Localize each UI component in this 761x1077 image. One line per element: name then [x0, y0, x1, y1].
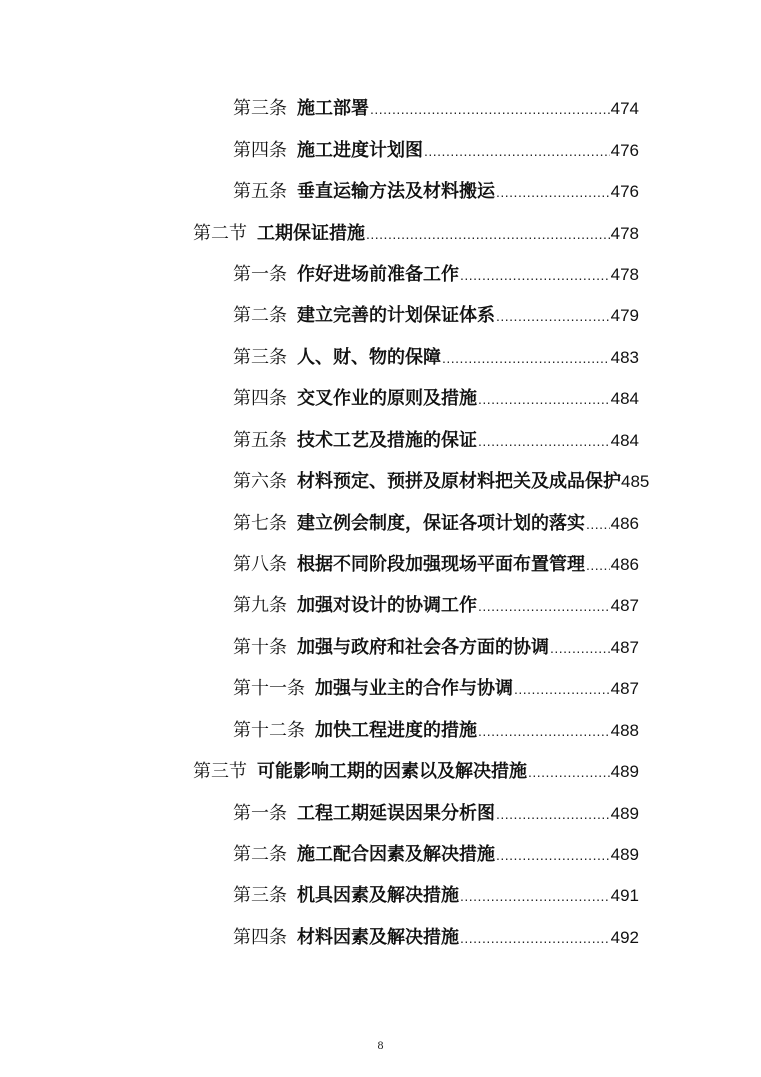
- toc-entry-number: 第一条: [233, 264, 287, 285]
- toc-entry-title: 加快工程进度的措施: [315, 720, 477, 741]
- toc-entry-page: 483: [610, 348, 639, 367]
- toc-entry-number: 第五条: [233, 430, 287, 451]
- toc-entry[interactable]: [233, 882, 639, 910]
- toc-entry-title: 机具因素及解决措施: [297, 885, 459, 906]
- toc-entry[interactable]: [233, 302, 639, 330]
- toc-section-entry[interactable]: [193, 758, 639, 786]
- dot-leader: [514, 675, 610, 703]
- dot-leader: [370, 95, 610, 123]
- toc-entry[interactable]: [233, 675, 639, 703]
- dot-leader: [496, 800, 610, 828]
- toc-entry[interactable]: [233, 95, 639, 123]
- toc-entry-number: 第三条: [233, 885, 287, 906]
- toc-entry[interactable]: [233, 924, 639, 952]
- page-number: 8: [377, 1038, 384, 1052]
- toc-entry-title: 垂直运输方法及材料搬运: [297, 181, 495, 202]
- toc-entry[interactable]: [233, 261, 639, 289]
- toc-entry[interactable]: [233, 427, 639, 455]
- dot-leader: [478, 592, 610, 620]
- toc-entry-number: 第三节: [193, 761, 247, 782]
- dot-leader: [478, 385, 610, 413]
- toc-entry-page: 479: [610, 306, 639, 325]
- toc-entry-page: 486: [610, 514, 639, 533]
- toc-entry-number: 第八条: [233, 554, 287, 575]
- dot-leader: [442, 344, 610, 372]
- dot-leader: [460, 261, 610, 289]
- toc-entry-page: 476: [610, 141, 639, 160]
- dot-leader: [586, 510, 610, 538]
- toc-entry-title: 作好进场前准备工作: [297, 264, 459, 285]
- toc-entry-page: 476: [610, 182, 639, 201]
- toc-entry-number: 第四条: [233, 927, 287, 948]
- dot-leader: [550, 634, 610, 662]
- toc-entry-page: 488: [610, 721, 639, 740]
- toc-entry[interactable]: [233, 717, 639, 745]
- toc-entry[interactable]: [233, 344, 639, 372]
- toc-entry[interactable]: [233, 137, 639, 165]
- toc-entry-title: 材料因素及解决措施: [297, 927, 459, 948]
- dot-leader: [478, 717, 610, 745]
- toc-entry-title: 加强与业主的合作与协调: [315, 678, 513, 699]
- toc-entry-title: 工程工期延误因果分析图: [297, 803, 495, 824]
- dot-leader: [424, 137, 610, 165]
- toc-entry-number: 第一条: [233, 803, 287, 824]
- toc-entry-page: 487: [610, 596, 639, 615]
- dot-leader: [586, 551, 610, 579]
- toc-entry[interactable]: [233, 592, 639, 620]
- toc-entry-title: 建立完善的计划保证体系: [297, 305, 495, 326]
- toc-entry-title: 施工进度计划图: [297, 140, 423, 161]
- toc-entry-number: 第七条: [233, 513, 287, 534]
- toc-entry[interactable]: [233, 178, 639, 206]
- toc-entry-number: 第四条: [233, 140, 287, 161]
- dot-leader: [496, 178, 610, 206]
- toc-entry-title: 交叉作业的原则及措施: [297, 388, 477, 409]
- toc-entry-page: 478: [610, 265, 639, 284]
- toc-entry-number: 第二节: [193, 223, 247, 244]
- toc-section-entry[interactable]: [193, 220, 639, 248]
- toc-entry-number: 第六条: [233, 471, 287, 492]
- toc-entry-page: 487: [610, 679, 639, 698]
- dot-leader: [496, 841, 610, 869]
- toc-entry-page: 487: [610, 638, 639, 657]
- toc-entry-page: 489: [610, 804, 639, 823]
- toc-entry[interactable]: [233, 551, 639, 579]
- toc-entry-number: 第十条: [233, 637, 287, 658]
- toc-entry-number: 第十一条: [233, 678, 305, 699]
- toc-entry-number: 第三条: [233, 98, 287, 119]
- toc-entry[interactable]: [233, 385, 639, 413]
- toc-entry[interactable]: [233, 468, 663, 496]
- toc-entry-title: 工期保证措施: [257, 223, 365, 244]
- toc-entry-page: 489: [610, 762, 639, 781]
- toc-entry[interactable]: [233, 510, 639, 538]
- dot-leader: [366, 220, 610, 248]
- toc-entry-number: 第二条: [233, 305, 287, 326]
- toc-entry-page: 484: [610, 389, 639, 408]
- toc-entry-title: 可能影响工期的因素以及解决措施: [257, 761, 527, 782]
- toc-entry-page: 491: [610, 886, 639, 905]
- toc-entry-title: 人、财、物的保障: [297, 347, 441, 368]
- toc-entry-number: 第九条: [233, 595, 287, 616]
- toc-entry-title: 根据不同阶段加强现场平面布置管理: [297, 554, 585, 575]
- dot-leader: [528, 758, 610, 786]
- dot-leader: [460, 924, 610, 952]
- toc-entry-title: 施工部署: [297, 98, 369, 119]
- toc-entry-page: 486: [610, 555, 639, 574]
- toc-entry-page: 484: [610, 431, 639, 450]
- toc-entry-title: 材料预定、预拼及原材料把关及成品保护: [297, 471, 621, 492]
- toc-entry-number: 第十二条: [233, 720, 305, 741]
- toc-entry-page: 492: [610, 928, 639, 947]
- toc-entry-page: 485: [621, 472, 650, 491]
- toc-entry-number: 第二条: [233, 844, 287, 865]
- toc-entry-title: 加强与政府和社会各方面的协调: [297, 637, 549, 658]
- toc-entry-title: 施工配合因素及解决措施: [297, 844, 495, 865]
- dot-leader: [478, 427, 610, 455]
- dot-leader: [496, 302, 610, 330]
- toc-entry-page: 478: [610, 224, 639, 243]
- toc-entry-number: 第三条: [233, 347, 287, 368]
- toc-entry[interactable]: [233, 800, 639, 828]
- toc-entry-title: 建立例会制度，保证各项计划的落实: [297, 513, 585, 534]
- toc-entry-title: 技术工艺及措施的保证: [297, 430, 477, 451]
- toc-entry[interactable]: [233, 841, 639, 869]
- toc-entry-page: 489: [610, 845, 639, 864]
- toc-entry-title: 加强对设计的协调工作: [297, 595, 477, 616]
- toc-entry-page: 474: [610, 99, 639, 118]
- dot-leader: [460, 882, 610, 910]
- toc-entry-number: 第五条: [233, 181, 287, 202]
- toc-entry[interactable]: [233, 634, 639, 662]
- toc-entry-number: 第四条: [233, 388, 287, 409]
